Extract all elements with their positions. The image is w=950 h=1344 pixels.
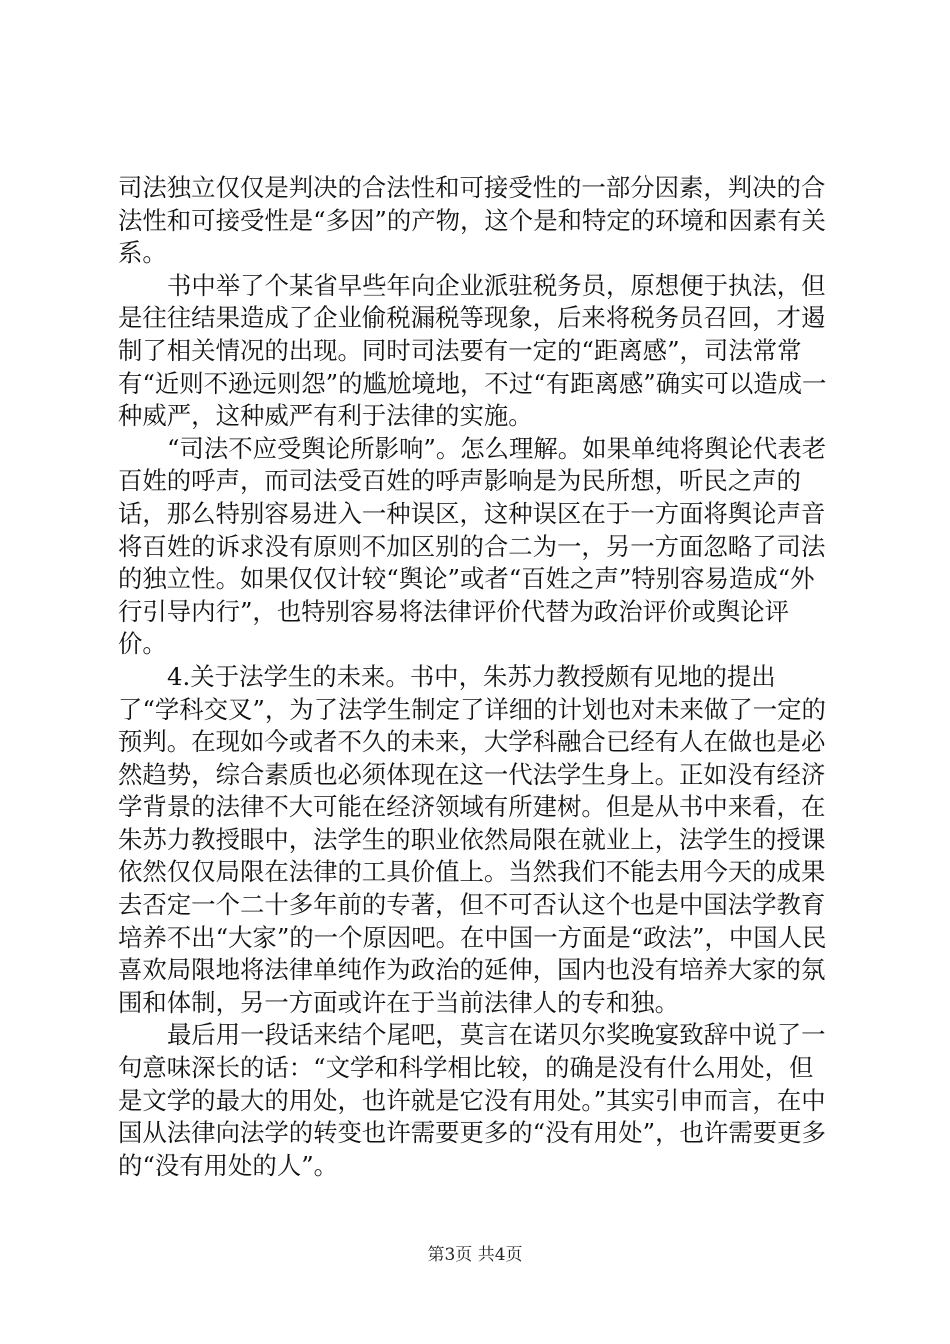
- page-number-footer: 第3页 共4页: [427, 1245, 523, 1265]
- paragraph-5: 最后用一段话来结个尾吧，莫言在诺贝尔奖晚宴致辞中说了一句意味深长的话：“文学和科学相比较，的确是没有什么用处，但是文学的最大的用处，也许就是它没有用处。”其实引申而言，在中国从法律向法学的转变也许需要更多的“没有用处”，也许需要更多的“没有用处的人”。: [118, 1020, 826, 1180]
- paragraph-1: 司法独立仅仅是判决的合法性和可接受性的一部分因素，判决的合法性和可接受性是“多因”的产物，这个是和特定的环境和因素有关系。: [118, 173, 826, 268]
- paragraph-4: 4.关于法学生的未来。书中，朱苏力教授颇有见地的提出了“学科交叉”，为了法学生制定了详细的计划也对未来做了一定的预判。在现如今或者不久的未来，大学科融合已经有人在做也是必然趋势，综合素质也必须体现在这一代法学生身上。正如没有经济学背景的法律不大可能在经济领域有所建树。但是从书中来看，在朱苏力教授眼中，法学生的职业依然局限在就业上，法学生的授课依然仅仅局限在法律的工具价值上。当然我们不能去用今天的成果去否定一个二十多年前的专著，但不可否认这个也是中国法学教育培养不出“大家”的一个原因吧。在中国一方面是“政法”，中国人民喜欢局限地将法律单纯作为政治的延伸，国内也没有培养大家的氛围和体制，另一方面或许在于当前法律人的专和独。: [118, 661, 827, 1017]
- document-body: [118, 172, 836, 1182]
- paragraph-3: “司法不应受舆论所影响”。怎么理解。如果单纯将舆论代表老百姓的呼声，而司法受百姓的呼声影响是为民所想，听民之声的话，那么特别容易进入一种误区，这种误区在于一方面将舆论声音将百姓的诉求没有原则不加区别的合二为一，另一方面忽略了司法的独立性。如果仅仅计较“舆论”或者“百姓之声”特别容易造成“外行引导内行”，也特别容易将法律评价代替为政治评价或舆论评价。: [118, 433, 827, 659]
- paragraph-2: 书中举了个某省早些年向企业派驻税务员，原想便于执法，但是往往结果造成了企业偷税漏税等现象，后来将税务员召回，才遏制了相关情况的出现。同时司法要有一定的“距离感”，司法常常有“近则不逊远则怨”的尴尬境地，不过“有距离感”确实可以造成一种威严，这种威严有利于法律的实施。: [118, 270, 827, 431]
